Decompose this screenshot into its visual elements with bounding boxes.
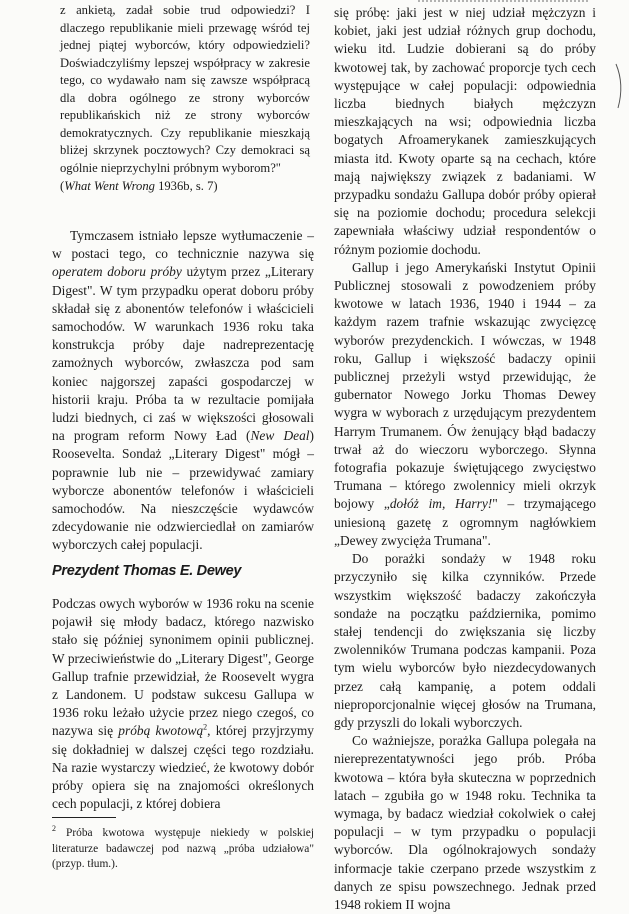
citation-ref: 1936b, s. 7) <box>154 179 218 193</box>
quote-citation: (What Went Wrong 1936b, s. 7) <box>60 179 218 193</box>
quote-text: z ankietą, zadał sobie trud odpowiedzi? I dlaczego republikanie mieli przewagę wśród tej jednej piątej wyborców, który odpowiedzieli? Doświadczyliśmy lepszej współpracy w zakresie tego, co wydawało nam się zawsze współpracą dla dobra ogólnego ze strony wyborców republikańskich niż ze strony wyborców demokratycznych. Czy republikanie mieszkają bliżej skrzynek pocztowych? Czy demokraci są ogólnie nieprzychylni próbnym wyborom?" <box>60 3 310 175</box>
text-run: " – trzymającego uniesioną gazetę z ogromnym nagłówkiem „Dewey zwycięża Trumana". <box>334 496 596 548</box>
paragraph-gallup-intro <box>52 595 314 813</box>
footnote <box>52 826 314 873</box>
right-column <box>334 4 596 914</box>
paragraph-factors: Do porażki sondaży w 1948 roku przyczyniło się kilka czynników. Przede wszystkim większość badaczy zakończyła sondaże na początku października, pomimo stałej tendencji do zwiększania się liczby zwolenników Trumana podczas kampanii. Poza tym wielu wyborców było niezdecydowanych przez całą kampanię, a potem oddali nieproporcjonalnie więcej głosów na Trumana, gdy przyszli do lokali wyborczych. <box>334 551 596 730</box>
footnote-ref[interactable]: 2 <box>203 722 208 732</box>
section-heading: Prezydent Thomas E. Dewey <box>52 563 242 579</box>
text-run: Tymczasem istniało lepsze wytłumaczenie – w postaci tego, co technicznie nazywa się <box>52 228 314 262</box>
footnote-number: 2 <box>52 824 56 834</box>
paragraph-explanation <box>52 227 314 555</box>
left-column-lower <box>52 595 314 813</box>
left-column-upper <box>52 227 314 555</box>
footnote-text: Próba kwotowa występuje niekiedy w polskiej literaturze badawczej pod nazwą „próba udziałowa" (przyp. tłum.). <box>52 827 314 871</box>
block-quote <box>60 2 310 196</box>
text-run: ) Roosevelta. Sondaż „Literary Digest" mógł – poprawnie lub nie – przewidywać zamiary wyborcze abonentów telefonów i właścicieli samochodów. Na nieszczęście wydawców zdecydowanie nie odzwierciedlał on zamiarów wyborczych całej populacji. <box>52 428 314 553</box>
text-run: , której przyjrzymy się dokładniej w dalszej części tego rozdziału. Na razie wystarczy wiedzieć, że kwotowy dobór próby opiera się na znajomości określonych cech populacji, z której dobiera <box>52 723 315 812</box>
text-run: Gallup i jego Amerykański Instytut Opinii Publicznej stosowali z powodzeniem próby kwotowe w latach 1936, 1940 i 1944 – za każdym razem trafnie wskazując zwycięzcę wyborów prezydenckich. I wówczas, w 1948 roku, Gallup i większość badaczy opinii publicznej przeżyli wstyd przewidując, że gubernator Nowego Jorku Thomas Dewey wygra w wyborach z urzędującym prezydentem Harrym Trumanem. Ów żenujący błąd badaczy trwał aż do wieczoru wyborczego. Słynna fotografia pokazuje świętującego zwycięstwo Trumana – którego zwolennicy mieli okrzyk bojowy „ <box>334 259 596 512</box>
paragraph-1948-failure <box>334 259 596 550</box>
text-run: użytym przez „Literary Digest". W tym przypadku operat doboru próby składał się z abonentów telefonów i właścicieli samochodów. W warunkach 1936 roku taka konstrukcja próby daje nadreprezentację zamożnych wyborców, zwłaszcza pod sam koniec najgorszej zapaści gospodarczej w historii kraju. Próba ta w rezultacie pomijała ludzi biednych, ci zaś w większości głosowali na program reform Nowy Ład ( <box>52 264 314 444</box>
term-sampling-frame: operatem doboru próby <box>52 264 182 280</box>
citation-title: What Went Wrong <box>64 179 155 193</box>
term-new-deal: New Deal <box>250 428 310 444</box>
quote-slogan: dołóż im, Harry! <box>389 496 493 512</box>
margin-pencil-mark <box>612 62 626 110</box>
paragraph-nonrepresentative: Co ważniejsze, porażka Gallupa polegała na niereprezentatywności jego prób. Próba kwotowa – która była skuteczna w poprzednich latach – zgubiła go w 1948 roku. Technika ta wymaga, by badacz wiedział cokolwiek o całej populacji – w tym przypadku o populacji wyborców. Dla ogólnokrajowych sondaży informacje takie czerpano przede wszystkim z danych ze spisu powszechnego. Jednak przed 1948 rokiem II wojna <box>334 733 596 912</box>
paragraph-quota-definition: się próbę: jaki jest w niej udział mężczyzn i kobiet, jaki jest udział różnych grup dochodu, wieku itd. Ludzie dobierani są do próby kwotowej tak, by zachować proporcje tych cech występujące w całej populacji: odpowiednia liczba biednych białych mężczyzn mieszkających na wsi; odpowiednia liczba bogatych Afroamerykanek zamieszkujących miasta itd. Kwoty oparte są na cechach, które mają największy związek z badaniami. W przypadku sondażu Gallupa dobór próby opierał się na poziomie dochodu; procedura selekcji zapewniała właściwy udział respondentów o różnym poziomie dochodu. <box>334 5 596 257</box>
term-quota-sample: próbą kwotową <box>118 723 204 739</box>
text-run: Podczas owych wyborów w 1936 roku na scenie pojawił się młody badacz, którego nazwisko stało się później synonimem opinii publicznej. W przeciwieństwie do „Literary Digest", George Gallup trafnie przewidział, że Roosevelt wygra z Landonem. U podstaw sukcesu Gallupa w 1936 roku leżało użycie przez niego czegoś, co nazywa się <box>52 596 314 739</box>
footnote-rule <box>52 817 116 818</box>
